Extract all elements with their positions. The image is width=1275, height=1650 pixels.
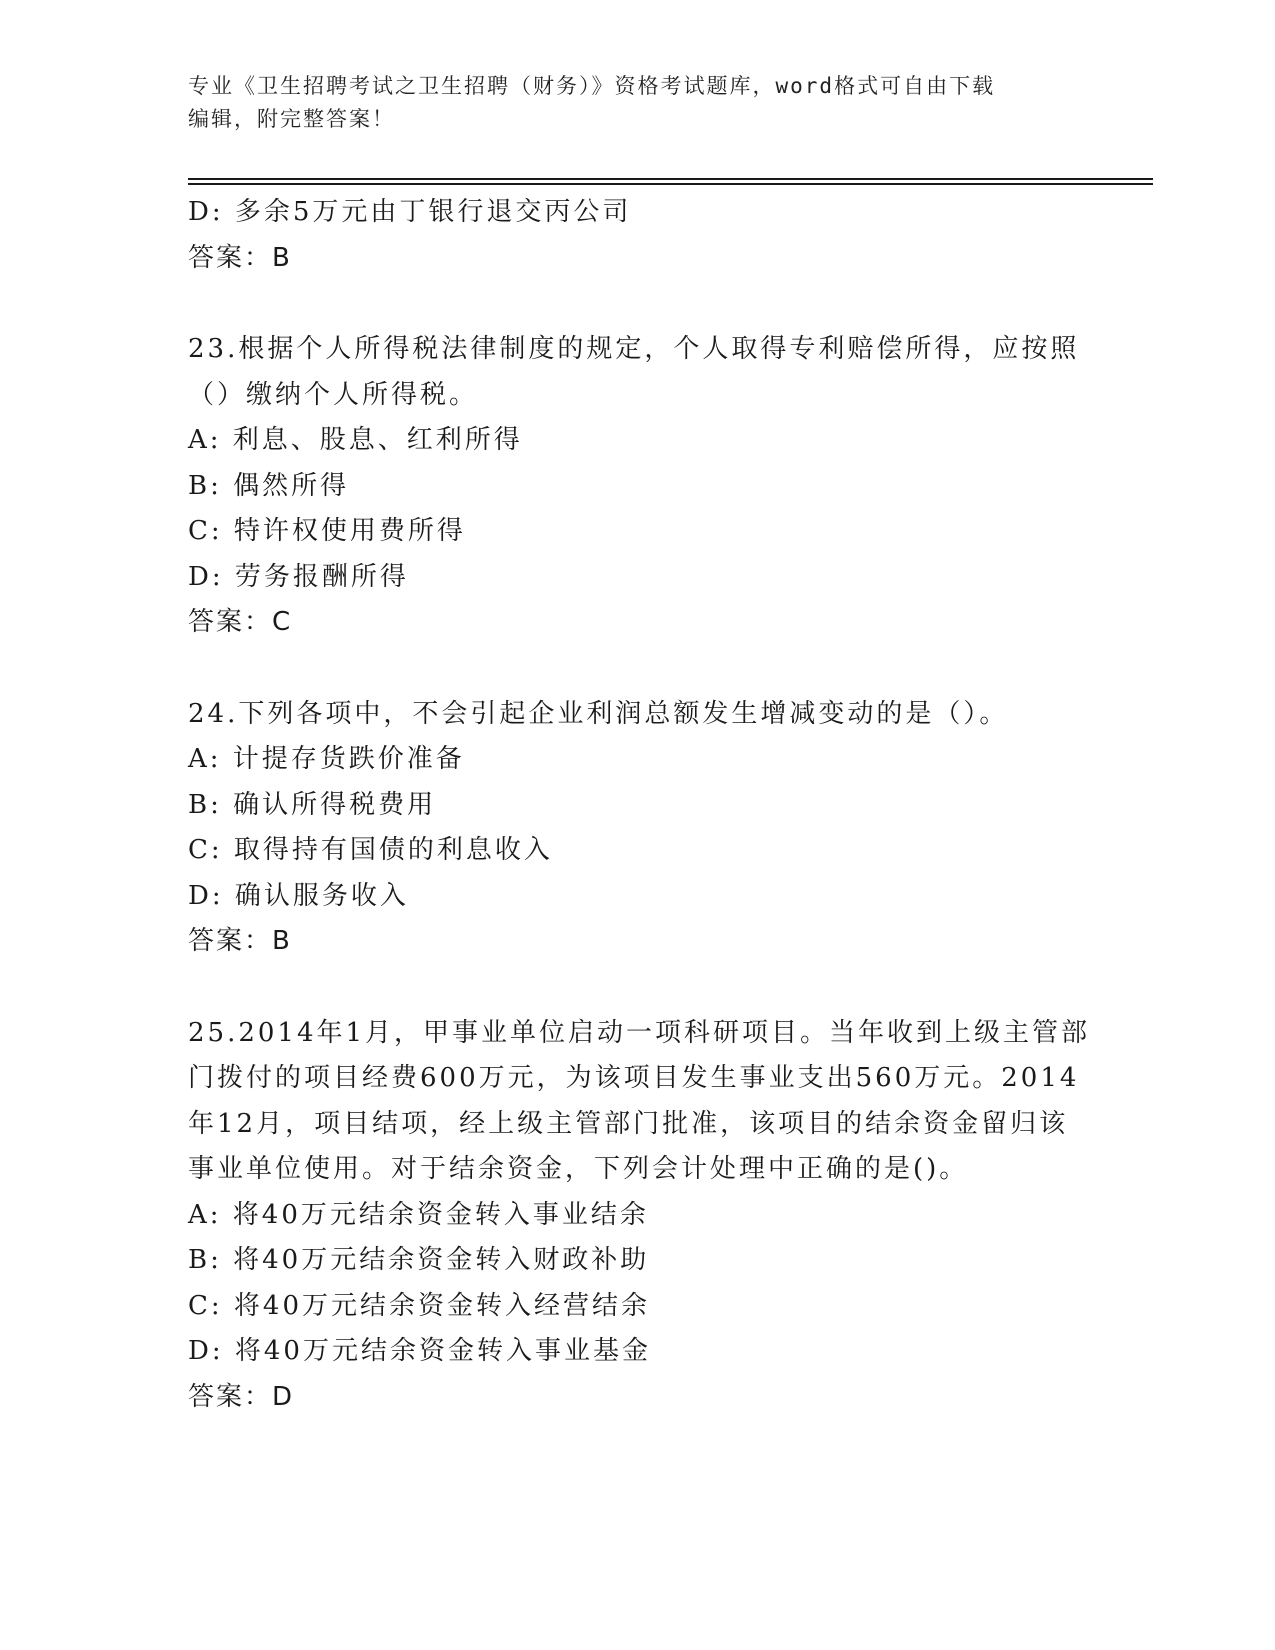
question-25 <box>188 1011 1091 1421</box>
option-b: B: 偶然所得 <box>188 470 350 501</box>
header-divider-top <box>188 178 1153 180</box>
document-header <box>188 70 1068 136</box>
question-stem-line: 年12月，项目结项，经上级主管部门批准，该项目的结余资金留归该 <box>188 1108 1069 1139</box>
question-stem-line: 24.下列各项中，不会引起企业利润总额发生增减变动的是（）。 <box>188 698 1009 729</box>
header-divider-bottom <box>188 183 1153 185</box>
option-c: C: 将40万元结余资金转入经营结余 <box>188 1290 651 1321</box>
option-d: D: 劳务报酬所得 <box>188 561 409 592</box>
option-d: D: 确认服务收入 <box>188 880 409 911</box>
option-c: C: 取得持有国债的利息收入 <box>188 835 553 865</box>
question-stem-line: 门拨付的项目经费600万元，为该项目发生事业支出560万元。2014 <box>188 1063 1080 1093</box>
question-stem-line: 25.2014年1月，甲事业单位启动一项科研项目。当年收到上级主管部 <box>188 1017 1091 1048</box>
option-a: A: 将40万元结余资金转入事业结余 <box>188 1199 649 1230</box>
question-24 <box>188 692 1088 965</box>
answer: 答案：C <box>188 607 293 637</box>
answer: 答案：B <box>188 926 292 956</box>
question-23 <box>188 327 1088 646</box>
option-a: A: 计提存货跌价准备 <box>188 744 465 774</box>
question-stem-line: 事业单位使用。对于结余资金，下列会计处理中正确的是()。 <box>188 1154 969 1184</box>
question-list <box>188 190 1091 1420</box>
question-stem-line: （）缴纳个人所得税。 <box>188 379 479 410</box>
question-stem-line: 23.根据个人所得税法律制度的规定，个人取得专利赔偿所得，应按照 <box>188 334 1080 364</box>
answer: 答案：D <box>188 1381 295 1412</box>
option-c: C: 特许权使用费所得 <box>188 516 466 546</box>
header-line-1: 专业《卫生招聘考试之卫生招聘（财务）》资格考试题库，word格式可自由下载 <box>188 74 996 98</box>
header-line-2: 编辑，附完整答案！ <box>188 107 395 131</box>
prev-option-d: D: 多余5万元由丁银行退交丙公司 <box>188 197 632 227</box>
option-a: A: 利息、股息、红利所得 <box>188 425 523 455</box>
prev-answer: 答案：B <box>188 242 292 273</box>
option-b: B: 将40万元结余资金转入财政补助 <box>188 1245 650 1275</box>
option-b: B: 确认所得税费用 <box>188 789 437 820</box>
option-d: D: 将40万元结余资金转入事业基金 <box>188 1336 651 1366</box>
